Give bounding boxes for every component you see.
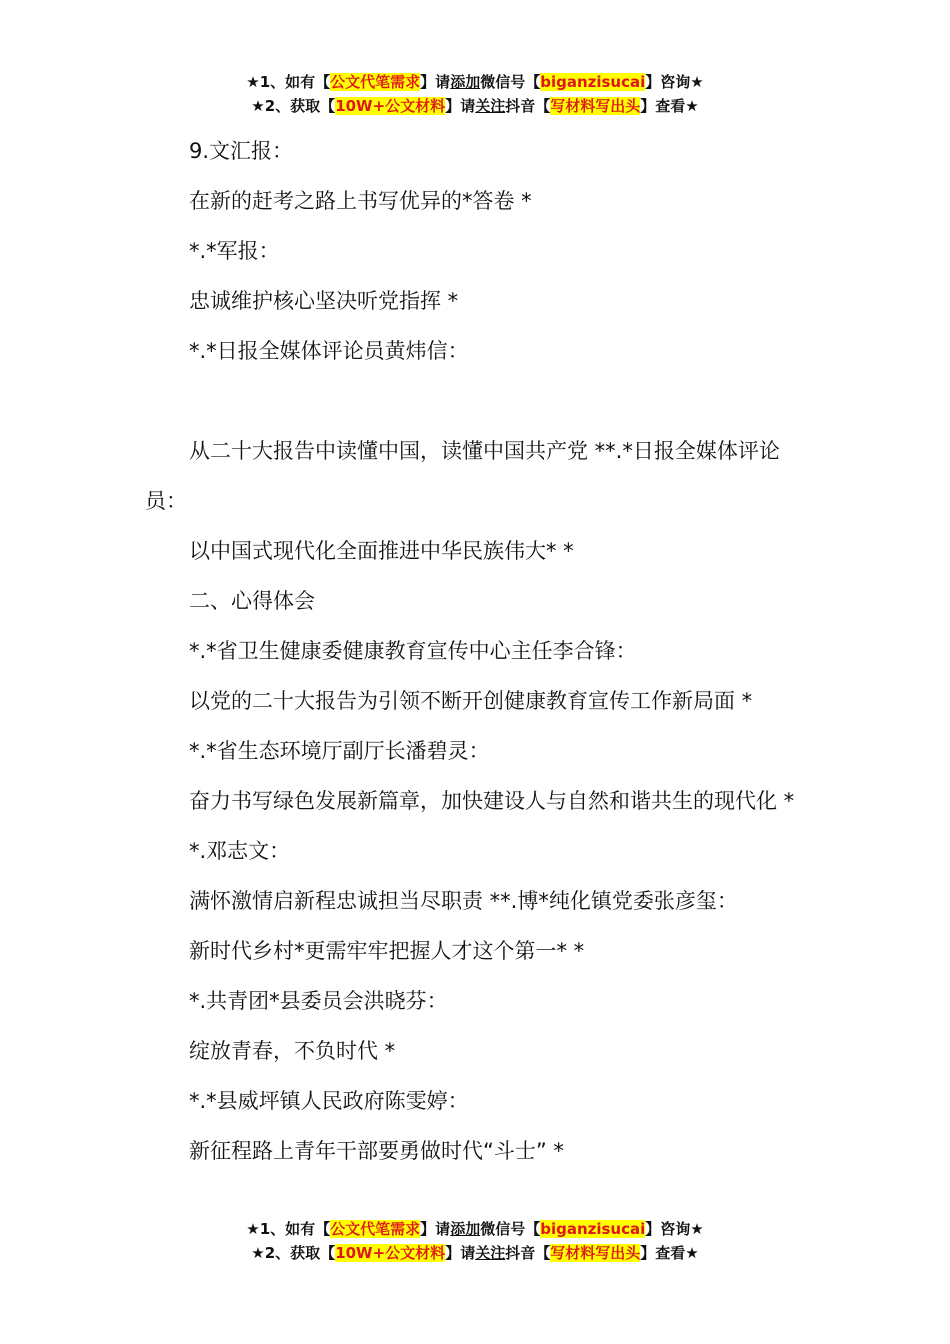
paragraph: *.邓志文： bbox=[189, 839, 291, 863]
paragraph: 忠诚维护核心坚决听党指挥 * bbox=[189, 289, 459, 313]
paragraph: 满怀激情启新程忠诚担当尽职责 **.博*纯化镇党委张彦玺： bbox=[189, 889, 738, 913]
document-body bbox=[145, 126, 810, 1176]
banner-line-1: ★1、如有【公文代笔需求】请添加微信号【biganzisucai】咨询★ bbox=[246, 1220, 704, 1238]
paragraph: 绽放青春，不负时代 * bbox=[189, 1039, 396, 1063]
blank-line bbox=[145, 376, 810, 426]
banner-line-2: ★2、获取【10W+公文材料】请关注抖音【写材料写出头】查看★ bbox=[251, 1244, 699, 1262]
paragraph: 新征程路上青年干部要勇做时代“斗士” * bbox=[189, 1139, 564, 1163]
paragraph: *.*省生态环境厅副厅长潘碧灵： bbox=[189, 739, 490, 763]
paragraph: *.*省卫生健康委健康教育宣传中心主任李合锋： bbox=[189, 639, 637, 663]
header-banner bbox=[0, 70, 950, 118]
paragraph: 从二十大报告中读懂中国，读懂中国共产党 **.*日报全媒体评论员： bbox=[145, 439, 780, 513]
footer-banner bbox=[0, 1217, 950, 1265]
paragraph: *.*县威坪镇人民政府陈雯婷： bbox=[189, 1089, 469, 1113]
paragraph: *.*日报全媒体评论员黄炜信： bbox=[189, 339, 469, 363]
paragraph: 以党的二十大报告为引领不断开创健康教育宣传工作新局面 * bbox=[189, 689, 753, 713]
paragraph: 在新的赶考之路上书写优异的*答卷 * bbox=[189, 189, 532, 213]
banner-highlight: 公文代笔需求 bbox=[330, 1220, 421, 1238]
paragraph: 以中国式现代化全面推进中华民族伟大* * bbox=[189, 539, 574, 563]
paragraph: 奋力书写绿色发展新篇章，加快建设人与自然和谐共生的现代化 * bbox=[189, 789, 795, 813]
banner-highlight: 10W+公文材料 bbox=[335, 97, 446, 115]
banner-highlight: 公文代笔需求 bbox=[330, 73, 421, 91]
banner-highlight: biganzisucai bbox=[540, 73, 646, 91]
banner-highlight: 10W+公文材料 bbox=[335, 1244, 446, 1262]
paragraph: 9.文汇报： bbox=[189, 139, 294, 163]
banner-line-2: ★2、获取【10W+公文材料】请关注抖音【写材料写出头】查看★ bbox=[251, 97, 699, 115]
banner-highlight: biganzisucai bbox=[540, 1220, 646, 1238]
paragraph: *.共青团*县委员会洪晓芬： bbox=[189, 989, 448, 1013]
banner-highlight: 写材料写出头 bbox=[550, 97, 641, 115]
banner-highlight: 写材料写出头 bbox=[550, 1244, 641, 1262]
paragraph: 新时代乡村*更需牢牢把握人才这个第一* * bbox=[189, 939, 585, 963]
banner-line-1: ★1、如有【公文代笔需求】请添加微信号【biganzisucai】咨询★ bbox=[246, 73, 704, 91]
paragraph: *.*军报： bbox=[189, 239, 280, 263]
section-heading: 二、心得体会 bbox=[189, 589, 315, 613]
